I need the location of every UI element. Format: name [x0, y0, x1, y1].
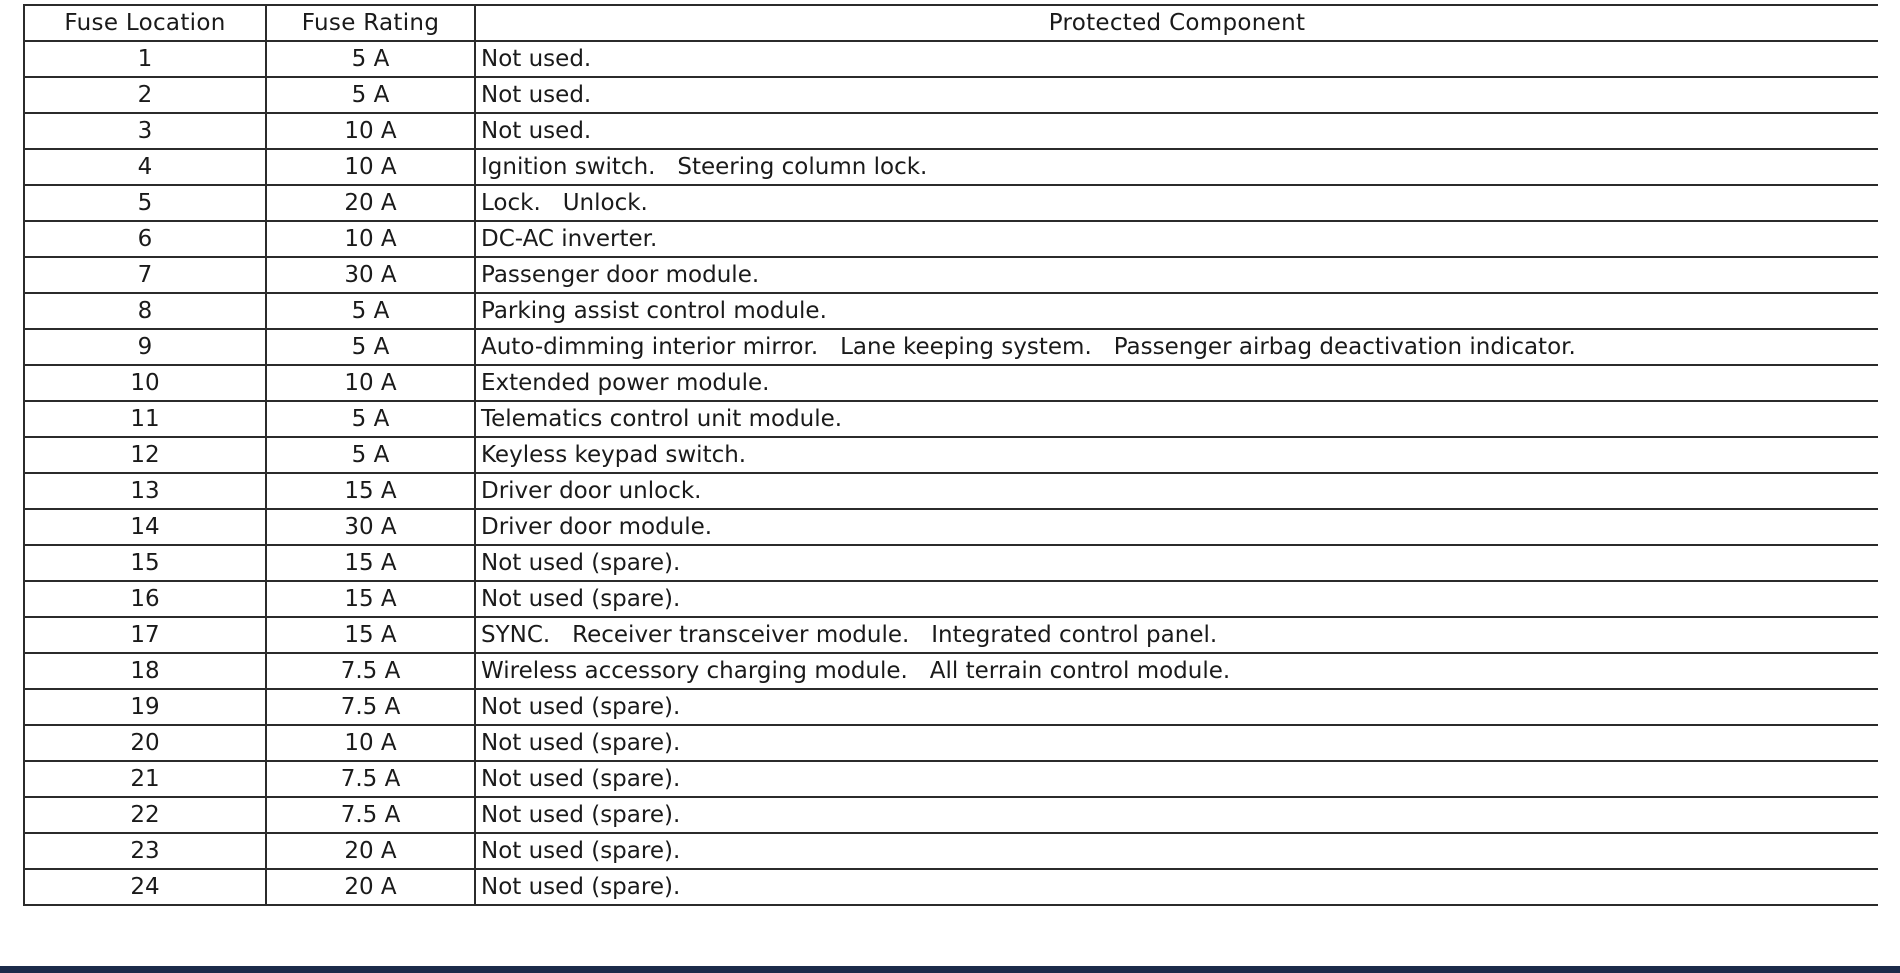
fuse-location-cell: 2	[24, 77, 266, 113]
fuse-rating-cell: 30 A	[266, 257, 475, 293]
fuse-location-cell: 15	[24, 545, 266, 581]
protected-component-cell: Parking assist control module.	[475, 293, 1878, 329]
table-row	[24, 689, 1878, 725]
fuse-location-cell: 24	[24, 869, 266, 905]
fuse-rating-cell: 10 A	[266, 725, 475, 761]
fuse-rating-cell: 15 A	[266, 617, 475, 653]
fuse-rating-cell: 5 A	[266, 401, 475, 437]
protected-component-cell: Not used (spare).	[475, 581, 1878, 617]
protected-component-cell: Not used (spare).	[475, 833, 1878, 869]
table-row	[24, 473, 1878, 509]
fuse-table-container	[23, 4, 1878, 964]
fuse-location-cell: 9	[24, 329, 266, 365]
table-row	[24, 329, 1878, 365]
header-protected-component: Protected Component	[475, 5, 1878, 41]
protected-component-cell: Not used (spare).	[475, 761, 1878, 797]
protected-component-cell: Driver door module.	[475, 509, 1878, 545]
table-row	[24, 221, 1878, 257]
fuse-rating-cell: 7.5 A	[266, 761, 475, 797]
fuse-rating-cell: 7.5 A	[266, 797, 475, 833]
fuse-location-cell: 12	[24, 437, 266, 473]
protected-component-cell: Not used (spare).	[475, 689, 1878, 725]
table-row	[24, 41, 1878, 77]
fuse-location-cell: 11	[24, 401, 266, 437]
header-fuse-location: Fuse Location	[24, 5, 266, 41]
table-row	[24, 869, 1878, 905]
fuse-rating-cell: 30 A	[266, 509, 475, 545]
fuse-location-cell: 23	[24, 833, 266, 869]
table-row	[24, 833, 1878, 869]
table-row	[24, 293, 1878, 329]
protected-component-cell: Not used.	[475, 77, 1878, 113]
fuse-rating-cell: 10 A	[266, 113, 475, 149]
table-row	[24, 365, 1878, 401]
table-row	[24, 77, 1878, 113]
protected-component-cell: Lock. Unlock.	[475, 185, 1878, 221]
protected-component-cell: DC-AC inverter.	[475, 221, 1878, 257]
table-row	[24, 617, 1878, 653]
protected-component-cell: Not used.	[475, 41, 1878, 77]
fuse-location-cell: 13	[24, 473, 266, 509]
fuse-location-cell: 21	[24, 761, 266, 797]
fuse-rating-cell: 5 A	[266, 329, 475, 365]
table-row	[24, 725, 1878, 761]
fuse-location-cell: 20	[24, 725, 266, 761]
protected-component-cell: Driver door unlock.	[475, 473, 1878, 509]
fuse-location-cell: 6	[24, 221, 266, 257]
protected-component-cell: Auto-dimming interior mirror. Lane keeping system. Passenger airbag deactivation indicator.	[475, 329, 1878, 365]
protected-component-cell: Keyless keypad switch.	[475, 437, 1878, 473]
fuse-location-cell: 19	[24, 689, 266, 725]
fuse-location-cell: 4	[24, 149, 266, 185]
table-row	[24, 113, 1878, 149]
table-header-row	[24, 5, 1878, 41]
header-fuse-rating: Fuse Rating	[266, 5, 475, 41]
fuse-rating-cell: 20 A	[266, 185, 475, 221]
fuse-table	[23, 4, 1878, 906]
table-row	[24, 149, 1878, 185]
protected-component-cell: Not used (spare).	[475, 797, 1878, 833]
protected-component-cell: Not used (spare).	[475, 725, 1878, 761]
protected-component-cell: Extended power module.	[475, 365, 1878, 401]
fuse-rating-cell: 20 A	[266, 833, 475, 869]
table-row	[24, 653, 1878, 689]
fuse-rating-cell: 10 A	[266, 149, 475, 185]
fuse-location-cell: 17	[24, 617, 266, 653]
fuse-rating-cell: 10 A	[266, 365, 475, 401]
fuse-location-cell: 3	[24, 113, 266, 149]
fuse-rating-cell: 5 A	[266, 437, 475, 473]
table-body	[24, 41, 1878, 905]
fuse-rating-cell: 5 A	[266, 77, 475, 113]
fuse-rating-cell: 15 A	[266, 581, 475, 617]
table-row	[24, 257, 1878, 293]
table-row	[24, 401, 1878, 437]
protected-component-cell: SYNC. Receiver transceiver module. Integrated control panel.	[475, 617, 1878, 653]
protected-component-cell: Not used (spare).	[475, 545, 1878, 581]
table-row	[24, 437, 1878, 473]
fuse-location-cell: 22	[24, 797, 266, 833]
fuse-rating-cell: 7.5 A	[266, 689, 475, 725]
protected-component-cell: Telematics control unit module.	[475, 401, 1878, 437]
fuse-rating-cell: 5 A	[266, 41, 475, 77]
fuse-location-cell: 8	[24, 293, 266, 329]
table-row	[24, 509, 1878, 545]
table-row	[24, 545, 1878, 581]
fuse-rating-cell: 20 A	[266, 869, 475, 905]
fuse-rating-cell: 10 A	[266, 221, 475, 257]
bottom-bar	[0, 966, 1900, 973]
fuse-rating-cell: 7.5 A	[266, 653, 475, 689]
fuse-rating-cell: 15 A	[266, 473, 475, 509]
protected-component-cell: Not used (spare).	[475, 869, 1878, 905]
fuse-location-cell: 1	[24, 41, 266, 77]
protected-component-cell: Passenger door module.	[475, 257, 1878, 293]
fuse-location-cell: 18	[24, 653, 266, 689]
table-row	[24, 761, 1878, 797]
table-row	[24, 185, 1878, 221]
table-row	[24, 797, 1878, 833]
table-row	[24, 581, 1878, 617]
fuse-location-cell: 7	[24, 257, 266, 293]
fuse-location-cell: 5	[24, 185, 266, 221]
protected-component-cell: Ignition switch. Steering column lock.	[475, 149, 1878, 185]
fuse-location-cell: 10	[24, 365, 266, 401]
fuse-location-cell: 14	[24, 509, 266, 545]
fuse-location-cell: 16	[24, 581, 266, 617]
fuse-rating-cell: 15 A	[266, 545, 475, 581]
protected-component-cell: Wireless accessory charging module. All terrain control module.	[475, 653, 1878, 689]
protected-component-cell: Not used.	[475, 113, 1878, 149]
fuse-rating-cell: 5 A	[266, 293, 475, 329]
